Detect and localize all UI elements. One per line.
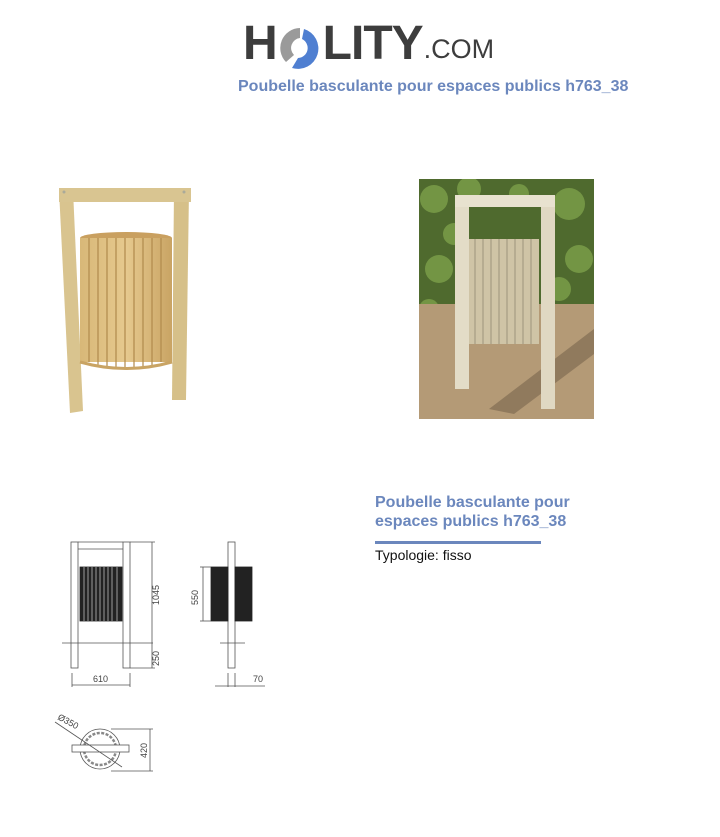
product-render-image (56, 185, 196, 415)
logo-suffix: .COM (423, 34, 495, 64)
dim-width: 610 (93, 674, 109, 684)
holity-logo[interactable] (243, 18, 494, 68)
dim-post-width: 70 (253, 674, 264, 684)
logo-letter-h: H (243, 17, 277, 70)
title-underline (375, 541, 541, 544)
dim-bin-height: 550 (190, 589, 200, 605)
product-title (375, 493, 635, 531)
logo-text: LITY (322, 17, 423, 70)
product-photo (419, 179, 594, 419)
logo-o-icon (278, 26, 322, 70)
dim-height-total: 1045 (151, 584, 161, 605)
technical-drawing-top (45, 705, 165, 780)
dim-depth: 420 (139, 742, 149, 758)
product-title-line2: espaces publics h763_38 (375, 513, 567, 530)
page-title: Poubelle basculante pour espaces publics h763_38 (238, 78, 629, 95)
product-title-line1: Poubelle basculante pour (375, 494, 570, 511)
dim-diameter: Ø350 (56, 711, 81, 732)
technical-drawing-front-side (55, 535, 285, 695)
dim-height-ground: 250 (151, 650, 161, 666)
typology-label: Typologie: fisso (375, 547, 472, 563)
